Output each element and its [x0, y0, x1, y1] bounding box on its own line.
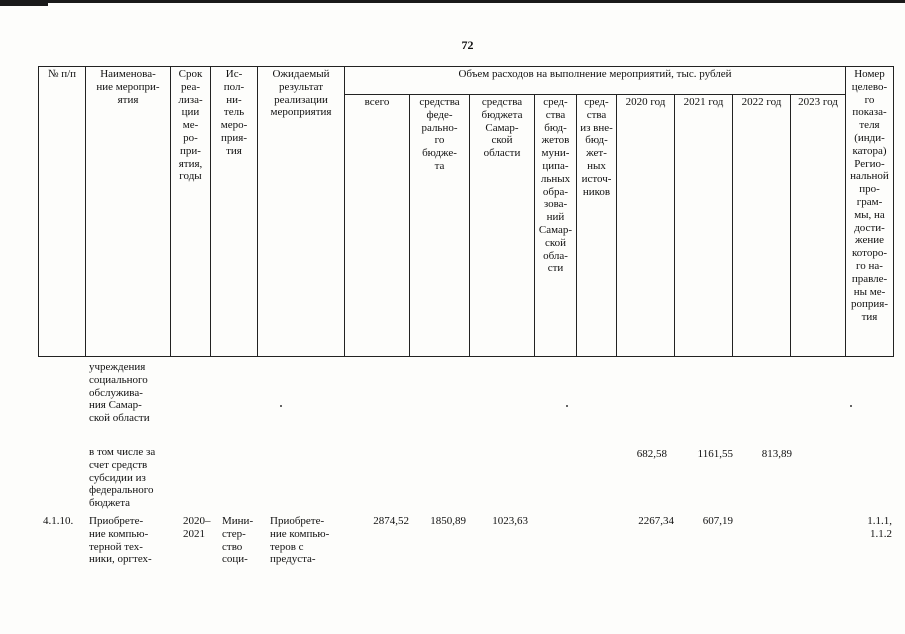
row-item-result: Приобрете- ние компью- теров с предуста-	[270, 515, 330, 566]
header-col-volume: Объем расходов на выполнение мероприятий, тыс. рублей	[345, 67, 846, 95]
row-item-total: 2874,52	[373, 515, 409, 527]
header-col-result: Ожидаемый результат реализации мероприятия	[258, 67, 345, 357]
header-sub-federal: средства феде- рально- го бюдже- та	[410, 95, 470, 357]
header-col-name: Наименова- ние меропри- ятия	[86, 67, 171, 357]
header-sub-regional: средства бюджета Самар- ской области	[470, 95, 535, 357]
page-number: 72	[461, 38, 474, 52]
header-col-executor: Ис- пол- ни- тель меро- прия- тия	[211, 67, 258, 357]
header-sub-total: всего	[345, 95, 410, 357]
row-item-name: Приобрете- ние компью- терной тех- ники, оргтех-	[89, 515, 152, 566]
row-continuation-name: учреждения социального обслужива- ния Самар- ской области	[89, 361, 150, 425]
header-year-2021: 2021 год	[675, 95, 733, 357]
row-item-indicator: 1.1.1, 1.1.2	[867, 515, 892, 540]
row-item-regional: 1023,63	[492, 515, 528, 527]
header-col-number: № п/п	[39, 67, 86, 357]
row-item-2020: 2267,34	[638, 515, 674, 527]
row-item-term: 2020– 2021	[183, 515, 211, 540]
row-item-number: 4.1.10.	[43, 515, 74, 527]
header-sub-extrabudget: сред- ства из вне- бюд- жет- ных источ- ников	[577, 95, 617, 357]
row-subsidy-2021: 1161,55	[697, 448, 733, 460]
row-subsidy-2020: 682,58	[636, 448, 667, 460]
header-col-indicator: Номер целево- го показа- теля (инди- катора) Регио- нальной про- грам- мы, на дости- жение которо- го на- правле- ны ме- роприя- тия	[846, 67, 894, 357]
header-year-2020: 2020 год	[617, 95, 675, 357]
row-item-executor: Мини- стер- ство соци-	[222, 515, 254, 566]
row-subsidy-2022: 813,89	[761, 448, 792, 460]
header-year-2023: 2023 год	[791, 95, 846, 357]
row-item-2021: 607,19	[702, 515, 733, 527]
row-item-federal: 1850,89	[430, 515, 466, 527]
row-subsidy-name: в том числе за счет средств субсидии из федерального бюджета	[89, 446, 156, 510]
header-year-2022: 2022 год	[733, 95, 791, 357]
header-col-term: Срок реа- лиза- ции ме- ро- при- ятия, годы	[171, 67, 211, 357]
header-sub-municipal: сред- ства бюд- жетов муни- ципа- льных обра- зова- ний Самар- ской обла- сти	[535, 95, 577, 357]
